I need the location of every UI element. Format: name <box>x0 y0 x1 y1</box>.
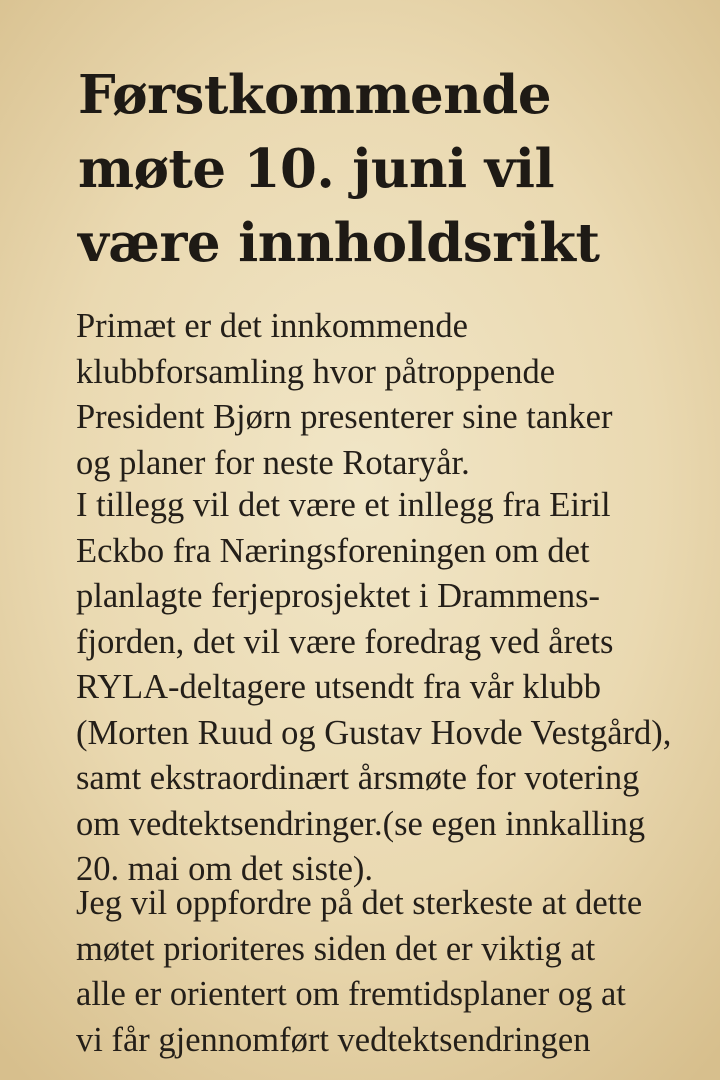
headline-line: være innholdsrikt <box>78 212 600 274</box>
text-line: klubbforsamling hvor påtroppende <box>76 352 556 391</box>
headline-line: møte 10. juni vil <box>78 138 555 200</box>
text-line: samt ekstraordinært årsmøte for votering <box>76 759 640 797</box>
text-line: Jeg vil oppfordre på det sterkeste at dette <box>76 884 643 922</box>
paragraph-appeal <box>76 881 706 1063</box>
headline-line: Førstkommende <box>78 64 552 126</box>
text-line: RYLA-deltagere utsendt fra vår klubb <box>76 668 601 706</box>
text-line: fjorden, det vil være foredrag ved årets <box>76 622 614 661</box>
paragraph-intro <box>76 304 706 486</box>
text-line: vi får gjennomført vedtektsendringen <box>76 1020 591 1059</box>
text-line: og planer for neste Rotaryår. <box>76 443 470 482</box>
headline <box>78 58 698 280</box>
text-line: 20. mai om det siste). <box>76 850 374 888</box>
text-line: Primæt er det innkommende <box>76 307 468 345</box>
text-line: om vedtektsendringer.(se egen innkalling <box>76 804 646 843</box>
text-line: møtet prioriteres siden det er viktig at <box>76 929 596 968</box>
text-line: planlagte ferjeprosjektet i Drammens- <box>76 577 601 615</box>
paragraph-agenda <box>76 483 706 893</box>
text-line: I tillegg vil det være et inllegg fra Eiril <box>76 486 611 524</box>
text-line: Eckbo fra Næringsforeningen om det <box>76 531 590 570</box>
text-line: (Morten Ruud og Gustav Hovde Vestgård), <box>76 713 672 752</box>
text-line: alle er orientert om fremtidsplaner og at <box>76 975 626 1013</box>
text-line: President Bjørn presenterer sine tanker <box>76 398 613 436</box>
